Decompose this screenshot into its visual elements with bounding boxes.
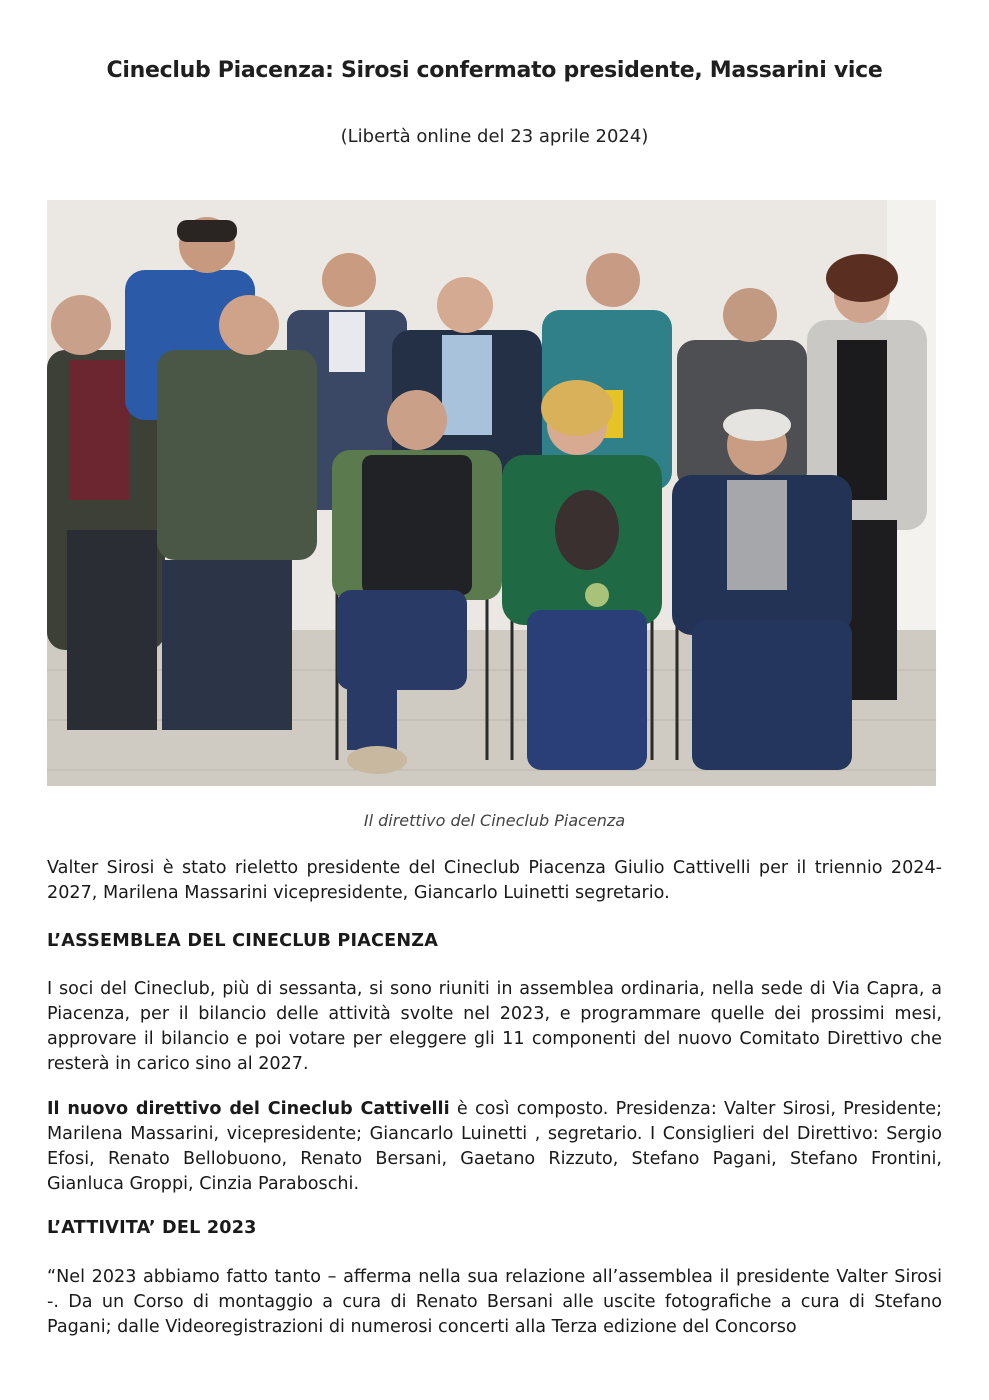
assemblea-paragraph: I soci del Cineclub, più di sessanta, si sono riuniti in assemblea ordinaria, nella sede di Via Capra, a Piacenza, per il bilancio delle attività svolte nel 2023, e programmare quelle dei prossimi mesi, approvare il bilancio e poi votare per eleggere gli 11 componenti del nuovo Comitato Direttivo che resterà in carico sino al 2027. (47, 979, 942, 1074)
direttivo-bold-lead: Il nuovo direttivo del Cineclub Cattivelli (47, 1099, 450, 1119)
intro-paragraph: Valter Sirosi è stato rieletto presidente del Cineclub Piacenza Giulio Cattivelli per il triennio 2024-2027, Marilena Massarini vicepresidente, Giancarlo Luinetti segretario. (47, 858, 942, 903)
photo-caption: Il direttivo del Cineclub Piacenza (363, 811, 626, 830)
section-heading-attivita: L’ATTIVITA’ DEL 2023 (47, 1218, 257, 1238)
article-source: (Libertà online del 23 aprile 2024) (340, 126, 649, 147)
section-heading-assemblea: L’ASSEMBLEA DEL CINECLUB PIACENZA (47, 931, 439, 951)
article-title: Cineclub Piacenza: Sirosi confermato presidente, Massarini vice (106, 58, 883, 83)
group-photo (47, 200, 936, 786)
direttivo-paragraph (47, 1097, 942, 1197)
direttivo-text: è così composto. Presidenza: Valter Sirosi, Presidente; Marilena Massarini, vicepresidente; Giancarlo Luinetti , segretario. I Consiglieri del Direttivo: Sergio Efosi, Renato Bellobuono, Renato Bersani, Gaetano Rizzuto, Stefano Pagani, Stefano Frontini, Gianluca Groppi, Cinzia Paraboschi. (47, 1099, 942, 1194)
attivita-paragraph: “Nel 2023 abbiamo fatto tanto – afferma nella sua relazione all’assemblea il presidente Valter Sirosi -. Da un Corso di montaggio a cura di Renato Bersani alle uscite fotografiche a cura di Stefano Pagani; dalle Videoregistrazioni di numerosi concerti alla Terza edizione del Concorso (47, 1267, 942, 1337)
